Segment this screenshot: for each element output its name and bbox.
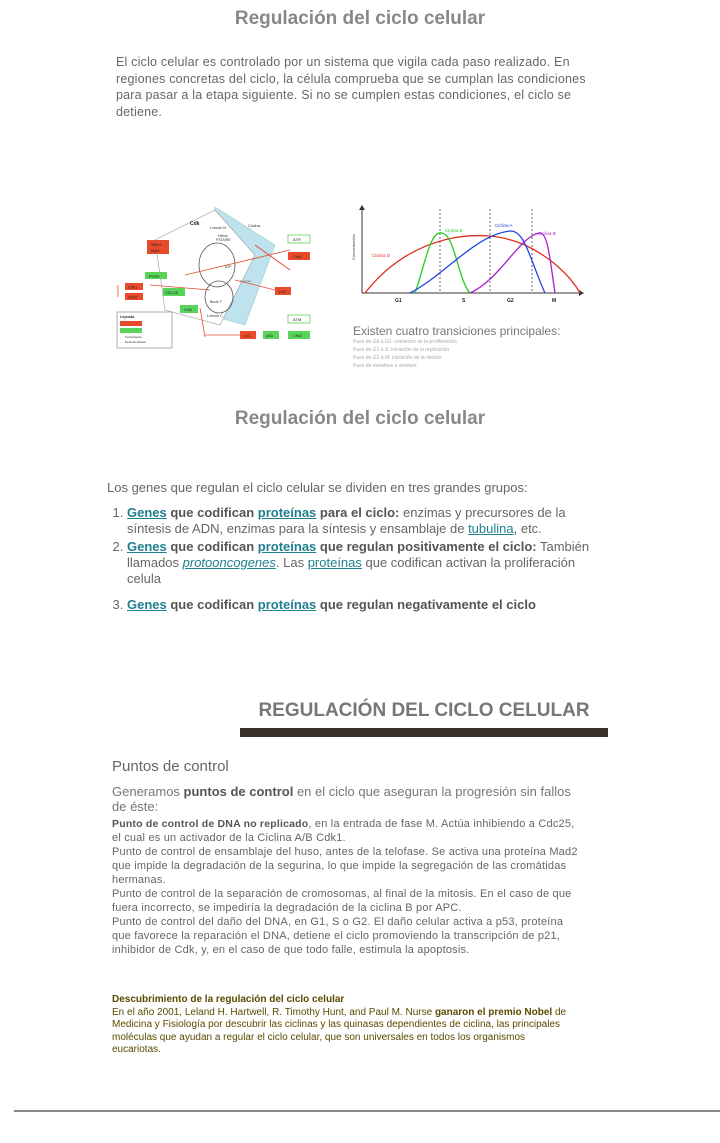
svg-text:Wee1: Wee1	[151, 242, 162, 247]
svg-text:PoloK: PoloK	[149, 273, 160, 279]
label-ciclina-d: Ciclina D	[372, 253, 391, 258]
legend-desfosforilacion: Desfosforilación	[125, 340, 147, 344]
svg-text:Chk2: Chk2	[128, 294, 138, 300]
cdk-regulation-diagram	[115, 205, 330, 353]
section2-title: Regulación del ciclo celular	[234, 408, 486, 429]
svg-text:Chk1: Chk1	[293, 254, 303, 259]
cyclin-concentration-chart	[350, 205, 585, 305]
series-ciclina-a	[410, 231, 545, 293]
puntos-control-title: Puntos de control	[112, 758, 229, 775]
svg-text:Chk2: Chk2	[293, 333, 303, 338]
checkpoint-dano: Punto de control del daño del DNA, en G1, S o G2. El daño celular activa a p53, proteína que favorece la reparación el DNA, detiene el ciclo promoviendo la transcripción de p21, inhibidor de Cdk, y, en el caso de que todo falle, estimula la apoptosis.	[112, 916, 564, 956]
transition-line: Paso de G0 a G1: comienzo de la proliferación	[353, 339, 457, 345]
phase-s: S	[462, 298, 466, 304]
label-pstaire: PSTAIRE	[216, 238, 231, 242]
phase-g2: G2	[507, 298, 514, 304]
svg-text:p21: p21	[244, 333, 251, 338]
checkpoint-huso: Punto de control de ensamblaje del huso, antes de la telofase. Se activa una proteína Mad2 que impide la degradación de la segurina, lo que impide la segregación de las cromátidas hermanas.	[112, 846, 578, 886]
svg-text:p16: p16	[279, 289, 286, 294]
phase-g1: G1	[395, 298, 402, 304]
genes-link[interactable]: Genes	[127, 539, 167, 554]
phase-m: M	[552, 298, 557, 304]
label-helice: Hélice	[218, 234, 228, 238]
list-item: 1. Genes que codifican proteínas para el ciclo: enzimas y precursores de la síntesis de ADN, enzimas para la síntesis y ensamblaje de tubulina, etc.	[127, 505, 607, 537]
nobel-text: En el año 2001, Leland H. Hartwell, R. Timothy Hunt, and Paul M. Nurse ganaron el premio Nobel de Medicina y Fisiología por descubrir las ciclinas y las quinasas dependientes de ciclina, las principales moléculas que ayudan a regular el ciclo celular, que son universales en todos los organismos eucariotas.	[112, 1006, 567, 1055]
section3-title: REGULACIÓN DEL CICLO CELULAR	[258, 700, 590, 721]
protooncogenes-link[interactable]: protooncogenes	[182, 555, 276, 570]
list-item: 3. Genes que codifican proteínas que regulan negativamente el ciclo	[127, 597, 607, 613]
label-ciclina: Ciclina	[248, 223, 261, 228]
transition-line: Paso de metafase a anafase	[353, 363, 417, 369]
transition-line: Paso de G1 a S: iniciación de la replicación	[353, 347, 450, 353]
transitions-list	[353, 338, 553, 370]
page-title: Regulación del ciclo celular	[234, 8, 486, 29]
transitions-title: Existen cuatro transiciones principales:	[353, 324, 561, 338]
label-sustrato: Sustrato	[240, 279, 252, 283]
label-cdk: Cdk	[190, 221, 200, 227]
label-ciclina-a: Ciclina A	[495, 223, 513, 228]
genes-link[interactable]: Genes	[127, 597, 167, 612]
checkpoints	[112, 817, 582, 957]
genes-intro: Los genes que regulan el ciclo celular se dividen en tres grandes grupos:	[107, 480, 528, 495]
checkpoint-dna: Punto de control de DNA no replicado, en la entrada de fase M. Actúa inhibiendo a Cdc25, el cual es un activador de la Ciclina A/B Cdk1.	[112, 818, 575, 844]
tubulina-link[interactable]: tubulina	[468, 521, 514, 536]
cdk-diagram-svg	[115, 205, 330, 353]
label-ciclina-b: Ciclina B	[538, 231, 556, 236]
nobel-section	[112, 994, 572, 1057]
nobel-title: Descubrimiento de la regulación del ciclo celular	[112, 994, 345, 1005]
svg-text:Chk1: Chk1	[128, 284, 138, 290]
genes-link[interactable]: Genes	[127, 505, 167, 520]
list-item: 2. Genes que codifican proteínas que regulan positivamente el ciclo: También llamados protooncogenes. Las proteínas que codifican activan la proliferación celula	[127, 539, 607, 587]
svg-text:Myt1: Myt1	[151, 248, 160, 253]
label-ciclina-e: Ciclina E	[445, 228, 463, 233]
checkpoint-cromosomas: Punto de control de la separación de cromosomas, al final de la mitosis. En el caso de que fuera incorrecto, se impediría la degradación de la ciclina B por APC.	[112, 888, 572, 914]
title-underline-bar	[240, 728, 608, 737]
transition-line: Paso de G2 a M: iniciación de la mitosis	[353, 355, 442, 361]
svg-text:p53: p53	[266, 333, 273, 338]
svg-text:CAK: CAK	[184, 307, 193, 312]
bottom-divider	[14, 1110, 720, 1112]
label-lobulo-c: Lóbulo C	[207, 313, 224, 318]
proteinas-link[interactable]: proteínas	[257, 539, 317, 554]
legend-title: Leyenda	[120, 315, 135, 319]
label-lobulo-n: Lóbulo N	[210, 225, 227, 230]
svg-text:CDC25: CDC25	[165, 290, 179, 295]
proteinas-link[interactable]: proteínas	[257, 505, 317, 520]
series-ciclina-b	[470, 233, 555, 293]
series-ciclina-e	[415, 233, 470, 293]
svg-text:ATM: ATM	[293, 317, 302, 322]
intro-paragraph: El ciclo celular es controlado por un sistema que vigila cada paso realizado. En regiones concretas del ciclo, la célula comprueba que se cumplan las condiciones para pasar a la etapa siguiente. Si no se cumplen estas condiciones, el ciclo se detiene.	[116, 55, 586, 119]
puntos-intro: Generamos puntos de control en el ciclo que aseguran la progresión sin fallos de éste:	[112, 784, 571, 814]
proteinas-link[interactable]: proteínas	[307, 555, 362, 570]
ylabel: Concentración	[351, 234, 356, 260]
proteinas-link[interactable]: proteínas	[257, 597, 317, 612]
legend-fosforilacion: Fosforilación	[125, 335, 143, 339]
label-atp: ATP	[225, 265, 232, 269]
svg-text:ATR: ATR	[293, 237, 301, 242]
cyclin-chart-svg	[350, 205, 585, 305]
genes-list	[107, 505, 607, 615]
label-bucle-t: Bucle T	[210, 300, 222, 304]
